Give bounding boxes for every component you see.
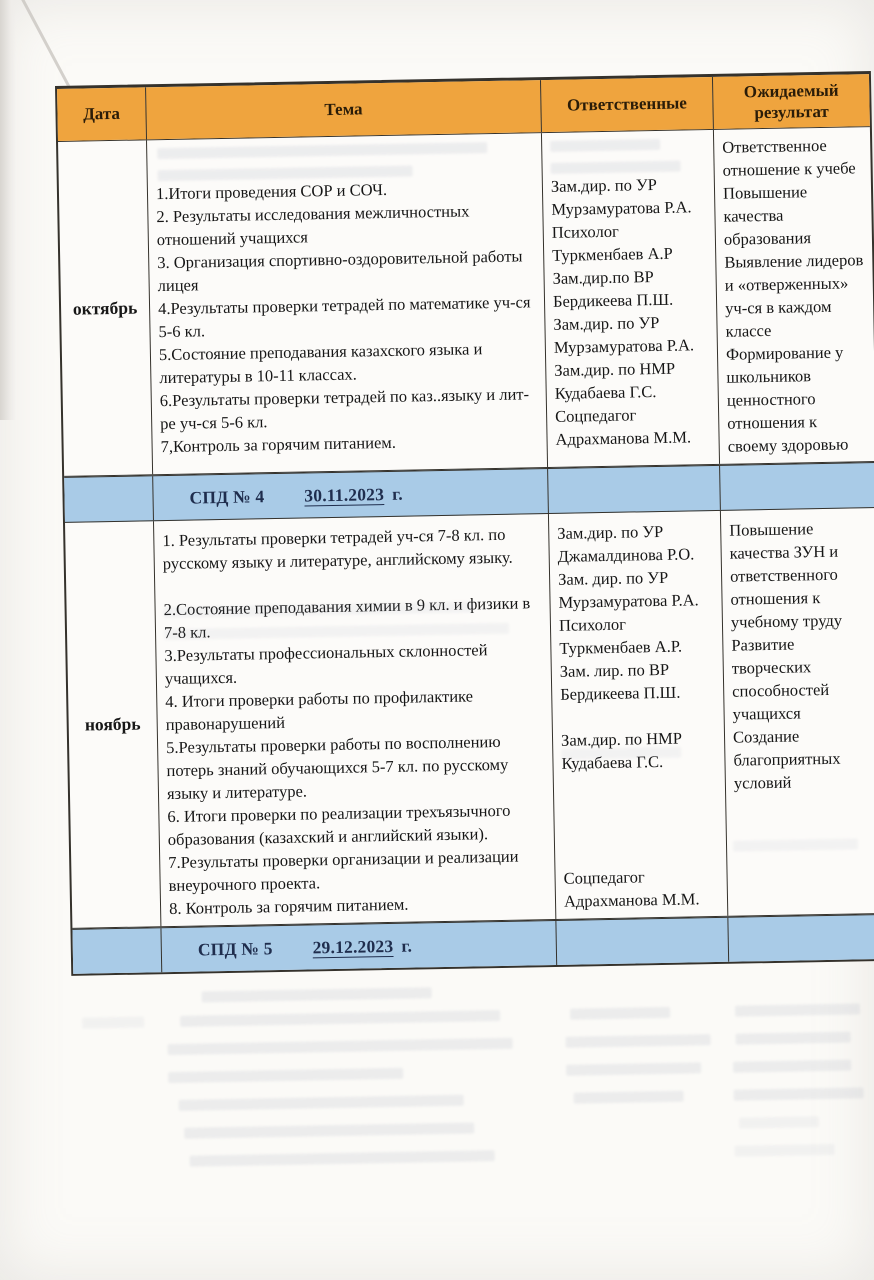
bleed-through-line: [550, 139, 660, 152]
divider-spd5-suffix: г.: [401, 935, 413, 956]
divider-spd5-text: [170, 935, 413, 960]
bleed-through-line: [733, 838, 858, 851]
text-line: 1. Результаты проверки тетрадей уч-ся 7-8 кл. по русскому языку и литературе, английскому языку.: [162, 524, 513, 574]
divider-spd5-responsible-cell: [555, 918, 728, 965]
divider-spd4-responsible-cell: [547, 466, 720, 513]
month-label-october: октябрь: [72, 297, 138, 319]
paper-edge-shadow: [0, 0, 16, 420]
bleed-through-line: [570, 1007, 670, 1020]
text-line: Повышение качества ЗУН и ответственного отношения к учебному труду: [729, 519, 843, 632]
bleed-through-line: [82, 1017, 144, 1029]
text-line: Джамалдинова Р.О.: [557, 544, 695, 566]
bleed-through-line: [179, 1095, 464, 1111]
divider-spd4-date-cell: [64, 476, 153, 522]
divider-spd5-date: 29.12.2023: [312, 935, 394, 957]
bleed-through-line: [168, 1038, 513, 1055]
bleed-through-line: [566, 1062, 701, 1075]
divider-spd4-expected-cell: [719, 463, 874, 510]
table-row-october: [58, 127, 874, 477]
blank-line: [562, 795, 717, 821]
divider-spd5-expected-cell: [727, 915, 874, 962]
text-line: Кудабаева Г.С.: [561, 751, 664, 773]
text-line: Зам.дир. по УР: [550, 174, 658, 196]
divider-spd5-label: СПД № 5: [197, 937, 273, 960]
text-line: Зам.дир. по НМР: [560, 728, 683, 750]
text-line: 2.Состояние преподавания химии в 9 кл. и физики в 7-8 кл.: [163, 593, 531, 643]
text-line: Туркменбаев А.Р.: [559, 636, 683, 658]
bleed-through-line: [734, 1087, 864, 1100]
topics-cell-november: [153, 514, 555, 926]
text-line: 7,Контроль за горячим питанием.: [160, 432, 397, 457]
text-line: 8. Контроль за горячим питанием.: [168, 894, 409, 919]
bleed-through-line: [566, 1034, 711, 1048]
text-line: 5.Состояние преподавания казахского языка и литературы в 10-11 классах.: [158, 339, 483, 388]
bleed-through-line: [739, 1116, 819, 1128]
responsible-cell-november: [548, 511, 727, 919]
header-cell-responsible: Ответственные: [540, 77, 713, 132]
blank-line: [562, 772, 717, 798]
text-line: Повышение качества образования: [722, 182, 812, 249]
text-line: Бердикеева П.Ш.: [552, 289, 674, 311]
text-line: Зам.дир.по ВР: [552, 267, 654, 288]
header-cell-topic: Тема: [145, 80, 541, 139]
text-line: Туркменбаев А.Р: [552, 243, 673, 265]
divider-spd4-suffix: г.: [391, 483, 404, 504]
text-line: Соцпедагог: [563, 867, 645, 888]
bleed-through-line: [574, 1091, 684, 1104]
blank-line: [563, 841, 718, 867]
text-line: Адрахманова М.М.: [555, 427, 692, 449]
text-line: Зам.дир. по НМР: [554, 358, 676, 380]
text-line: Создание благоприятных условий: [732, 726, 841, 793]
text-line: 6. Итоги проверки по реализации трехъязычного образования (казахский и английский языки).: [167, 800, 511, 850]
text-line: 3. Организация спортивно-оздоровительной работы лицея: [157, 246, 523, 296]
responsible-cell-october: [541, 130, 719, 467]
text-line: 7.Результаты проверки организации и реализации внеурочного проекта.: [168, 846, 519, 896]
expected-cell-october: [713, 127, 874, 464]
text-line: Развитие творческих способностей учащихся: [731, 634, 830, 724]
text-line: Зам.дир. по УР: [553, 312, 660, 334]
text-line: Мурзамуратова Р.А.: [553, 335, 695, 357]
divider-spd5-date-cell: [72, 928, 161, 974]
divider-spd5-label-cell: [160, 921, 556, 972]
bleed-through-line: [735, 1144, 835, 1157]
text-line: Мурзамуратова Р.А.: [558, 590, 699, 612]
bleed-through-block: [72, 979, 874, 1184]
text-line: 5.Результаты проверки работы по восполнению потерь знаний обучающихся 5-7 кл. по русскому языку и литературе.: [165, 731, 509, 804]
text-line: Ответственное отношение к учебе: [722, 135, 856, 180]
divider-spd4-text: [161, 483, 403, 508]
header-cell-expected-result: Ожидаемый результат: [712, 74, 870, 129]
bleed-through-line: [168, 1068, 403, 1083]
bleed-through-line: [180, 1010, 500, 1027]
text-line: 4.Результаты проверки тетрадей по математике уч-ся 5-6 кл.: [157, 292, 531, 342]
table-row-november: [65, 508, 874, 929]
bleed-through-line: [733, 1060, 851, 1073]
text-line: 4. Итоги проверки работы по профилактике правонарушений: [165, 686, 474, 735]
divider-spd4-label: СПД № 4: [189, 485, 265, 508]
document-table-wrapper: [55, 71, 874, 976]
header-cell-date: Дата: [57, 87, 146, 141]
month-label-november: ноябрь: [84, 713, 141, 735]
schedule-table: [55, 71, 874, 976]
divider-spd4-date: 30.11.2023: [304, 483, 385, 505]
text-line: Адрахманова М.М.: [563, 889, 700, 911]
blank-line: [563, 818, 718, 844]
bleed-through-line: [735, 1003, 860, 1016]
expected-cell-november: [720, 508, 874, 916]
text-line: Кудабаева Г.С.: [554, 382, 657, 403]
text-line: Выявление лидеров и «отверженных» уч-ся в каждом классе: [724, 250, 864, 341]
divider-spd4-label-cell: [152, 469, 548, 520]
topics-cell-october: [146, 133, 547, 474]
text-line: 6.Результаты проверки тетрадей по каз..языку и лит-ре уч-ся 5-6 кл.: [159, 384, 530, 434]
text-line: Бердикеева П.Ш.: [560, 682, 681, 704]
bleed-through-line: [157, 142, 487, 159]
bleed-through-line: [190, 1150, 495, 1167]
text-line: Зам. лир. по ВР: [559, 659, 670, 681]
text-line: Мурзамуратова Р.А.: [551, 197, 692, 219]
text-line: Психолог: [558, 614, 627, 635]
text-line: Зам.дир. по УР: [557, 521, 664, 543]
text-line: 3.Результаты профессиональных склонностей учащихся.: [164, 640, 488, 689]
text-line: Соцпедагог: [554, 405, 637, 426]
bleed-through-line: [735, 1032, 850, 1045]
text-line: 1.Итоги проведения СОР и СОЧ.: [155, 179, 388, 204]
text-line: Формирование у школьников ценностного отношения к своему здоровью: [725, 342, 849, 456]
bleed-through-line: [202, 987, 432, 1002]
text-line: 2. Результаты исследования межличностных отношений учащихся: [156, 201, 470, 250]
blank-line: [560, 703, 715, 729]
text-line: Психолог: [551, 221, 619, 242]
text-line: Зам. дир. по УР: [557, 567, 669, 589]
bleed-through-line: [184, 1122, 474, 1138]
